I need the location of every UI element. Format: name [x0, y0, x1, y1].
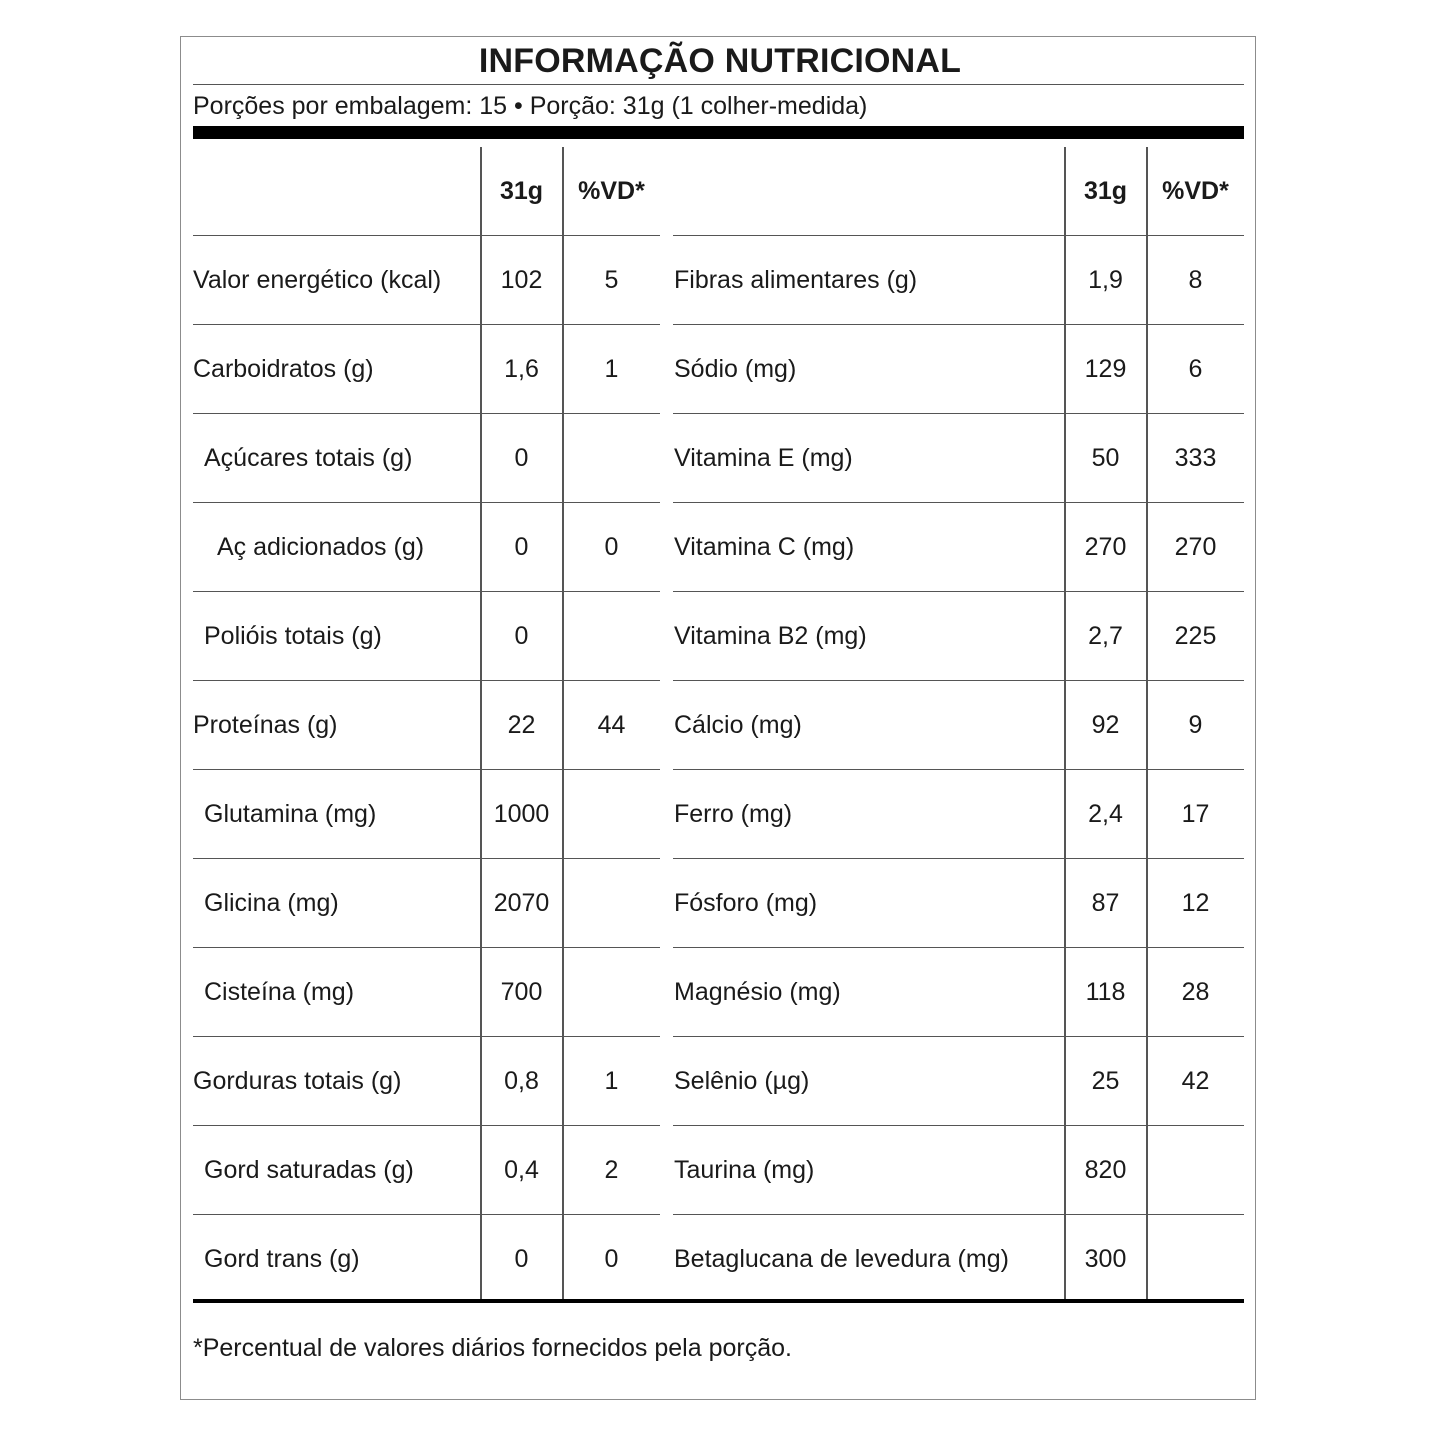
- nutrient-name: Fibras alimentares (g): [674, 266, 918, 294]
- nutrient-name: Glicina (mg): [204, 889, 339, 917]
- nutrient-dv: 6: [1188, 355, 1203, 383]
- left-amount-header: 31g: [499, 177, 544, 205]
- nutrient-name: Fósforo (mg): [674, 889, 818, 917]
- nutrient-name: Sódio (mg): [674, 355, 797, 383]
- nutrient-dv: [563, 770, 660, 859]
- nutrient-amount: 118: [1085, 978, 1126, 1006]
- nutrient-name: Gord saturadas (g): [204, 1156, 414, 1184]
- nutrient-dv: [563, 859, 660, 948]
- nutrient-amount: 129: [1084, 355, 1127, 383]
- nutrient-name: Vitamina E (mg): [674, 444, 853, 472]
- nutrient-name: Cálcio (mg): [674, 711, 802, 739]
- nutrient-amount: 102: [500, 266, 543, 294]
- nutrient-dv: [1147, 1126, 1244, 1215]
- nutrient-name: Cisteína (mg): [204, 978, 355, 1006]
- nutrient-name: Açúcares totais (g): [204, 444, 413, 472]
- nutrient-amount: 87: [1091, 889, 1120, 917]
- table-bottom-divider: [193, 1299, 1244, 1303]
- nutrient-name: Aç adicionados (g): [217, 533, 425, 561]
- nutrient-amount: 0,4: [504, 1156, 539, 1184]
- nutrient-dv: 0: [604, 533, 619, 561]
- nutrient-name: Gorduras totais (g): [193, 1067, 402, 1095]
- nutrient-amount: 22: [507, 711, 536, 739]
- nutrient-name: Betaglucana de levedura (mg): [674, 1245, 1009, 1273]
- nutrient-name: Valor energético (kcal): [193, 266, 442, 294]
- title-divider: [193, 84, 1244, 85]
- nutrient-dv: 1: [604, 355, 619, 383]
- right-dv-header: %VD*: [1162, 177, 1229, 205]
- label-title: INFORMAÇÃO NUTRICIONAL: [478, 42, 962, 80]
- nutrient-amount: 1,9: [1088, 266, 1123, 294]
- nutrient-dv: [563, 592, 660, 681]
- nutrient-dv: 12: [1181, 889, 1210, 917]
- nutrient-amount: 2,7: [1088, 622, 1123, 650]
- nutrient-amount: 270: [1084, 533, 1127, 561]
- nutrient-name: Proteínas (g): [193, 711, 338, 739]
- nutrient-dv: 225: [1174, 622, 1217, 650]
- nutrient-dv: [563, 948, 660, 1037]
- nutrient-amount: 1,6: [504, 355, 539, 383]
- nutrient-dv: 0: [604, 1245, 619, 1273]
- nutrient-amount: 0: [514, 444, 529, 472]
- footnote: *Percentual de valores diários fornecidos pela porção.: [193, 1334, 792, 1362]
- nutrient-dv: [1147, 1215, 1244, 1304]
- nutrient-name: Gord trans (g): [204, 1245, 360, 1273]
- nutrient-dv: 42: [1181, 1067, 1210, 1095]
- right-amount-header: 31g: [1083, 177, 1128, 205]
- nutrient-amount: 50: [1091, 444, 1120, 472]
- nutrient-name: Polióis totais (g): [204, 622, 382, 650]
- serving-info: Porções por embalagem: 15 • Porção: 31g (1 colher-medida): [193, 92, 868, 120]
- nutrient-dv: 5: [604, 266, 619, 294]
- nutrient-name: Magnésio (mg): [674, 978, 841, 1006]
- nutrient-dv: 333: [1174, 444, 1217, 472]
- nutrient-amount: 0: [514, 622, 529, 650]
- nutrient-amount: 1000: [493, 800, 550, 828]
- nutrient-name: Selênio (µg): [674, 1067, 810, 1095]
- nutrient-name: Taurina (mg): [674, 1156, 815, 1184]
- nutrient-amount: 0: [514, 533, 529, 561]
- nutrient-amount: 700: [500, 978, 543, 1006]
- nutrient-amount: 92: [1091, 711, 1120, 739]
- nutrient-amount: 0: [514, 1245, 529, 1273]
- nutrient-name: Carboidratos (g): [193, 355, 374, 383]
- nutrient-dv: 1: [604, 1067, 619, 1095]
- nutrient-amount: 2070: [493, 889, 550, 917]
- nutrient-name: Ferro (mg): [674, 800, 793, 828]
- header-thick-divider: [193, 126, 1244, 139]
- nutrient-name: Glutamina (mg): [204, 800, 377, 828]
- nutrient-dv: [563, 414, 660, 503]
- nutrient-dv: 17: [1181, 800, 1210, 828]
- nutrient-amount: 300: [1084, 1245, 1127, 1273]
- nutrient-dv: 8: [1188, 266, 1203, 294]
- nutrient-dv: 9: [1188, 711, 1203, 739]
- nutrient-name: Vitamina C (mg): [674, 533, 855, 561]
- left-dv-header: %VD*: [578, 177, 645, 205]
- nutrient-amount: 820: [1084, 1156, 1127, 1184]
- nutrient-name: Vitamina B2 (mg): [674, 622, 867, 650]
- nutrient-amount: 0,8: [504, 1067, 539, 1095]
- nutrient-dv: 28: [1181, 978, 1210, 1006]
- nutrient-dv: 44: [597, 711, 626, 739]
- nutrient-amount: 2,4: [1088, 800, 1123, 828]
- nutrient-amount: 25: [1091, 1067, 1120, 1095]
- nutrient-dv: 270: [1174, 533, 1217, 561]
- nutrient-dv: 2: [604, 1156, 619, 1184]
